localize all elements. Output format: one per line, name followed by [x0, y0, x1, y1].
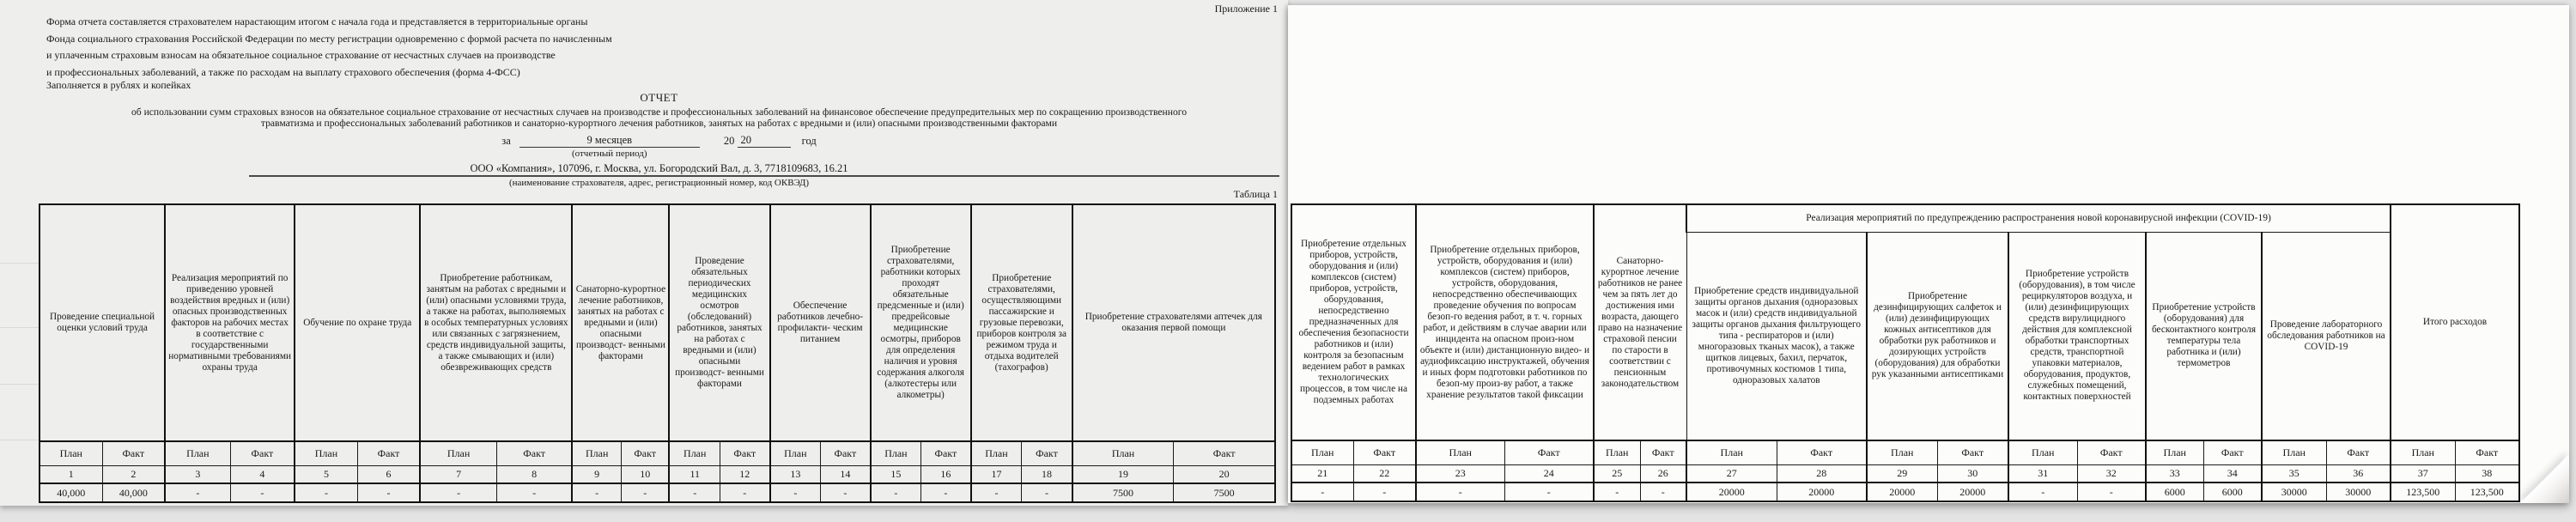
plan-fact-cell: План — [1867, 440, 1937, 465]
col-number-cell: 9 — [572, 466, 621, 484]
margin-gridline — [0, 384, 39, 385]
period-suffix: год — [801, 135, 817, 147]
page-curl — [2521, 455, 2569, 503]
col-number-cell: 25 — [1594, 465, 1640, 483]
plan-fact-cell: План — [2008, 440, 2077, 465]
covid-group-header-cell: Реализация мероприятий по предупреждению распространения новой коронавирусной инфекции (COVID-19) — [1686, 204, 2391, 232]
plan-fact-cell: План — [2391, 440, 2455, 465]
plan-fact-cell: План — [39, 441, 102, 466]
value-cell: - — [2008, 483, 2077, 501]
period-value-field — [519, 134, 700, 159]
col-number-cell: 6 — [357, 466, 420, 484]
group-header-cell: Приобретение средств индивидуальной защиты органов дыхания (одноразовых масок и (или) средств индивидуальной защиты органов дыхания фильтрующего типа - респираторов и (или) многоразовых тканых масок), а также щитков лицевых, бахил, перчаток, противочумных костюмов 1 типа, одноразовых халатов — [1686, 232, 1867, 440]
plan-fact-cell: План — [420, 441, 496, 466]
group-header-cell: Реализация мероприятий по приведению уровней воздействия вредных и (или) опасных производственных факторов на рабочих местах в соответствие с государственными нормативными требованиями охраны труда — [165, 204, 295, 441]
value-cell: 6000 — [2146, 483, 2203, 501]
col-number-cell: 21 — [1291, 465, 1353, 483]
intro-paragraph — [46, 14, 612, 81]
col-number-cell: 4 — [230, 466, 295, 484]
col-number-cell: 20 — [1174, 466, 1275, 484]
plan-fact-cell: План — [165, 441, 230, 466]
value-cell: - — [921, 483, 971, 502]
value-cell: 20000 — [1937, 483, 2008, 501]
value-cell: - — [165, 483, 230, 502]
column-number-row — [1291, 465, 2519, 483]
plan-fact-cell: Факт — [2326, 440, 2391, 465]
fill-note: Заполняется в рублях и копейках — [46, 79, 191, 91]
group-header-cell: Проведение обязательных периодических медицинских осмотров (обследований) работников, занятых на работах с вредными и (или) опасными производст- венными факторами — [669, 204, 769, 441]
period-prefix: за — [501, 135, 511, 147]
plan-fact-cell: План — [1686, 440, 1777, 465]
group-header-cell: Санаторно-курортное лечение работников, занятых на работах с вредными и (или) опасными производст- венными факторами — [572, 204, 669, 441]
group-header-cell: Приобретение отдельных приборов, устройств, оборудования и (или) комплексов (систем) приборов, устройств, оборудования, непосредственно предназначенных для обеспечения безопасности работников и (или) контроля за безопасным ведением работ в рамках технологических процессов, в том числе на подземных работах — [1291, 204, 1416, 440]
value-cell: 40,000 — [102, 483, 165, 502]
value-cell: - — [1640, 483, 1686, 501]
value-cell: - — [1594, 483, 1640, 501]
col-number-cell: 16 — [921, 466, 971, 484]
col-number-cell: 23 — [1416, 465, 1504, 483]
report-subtitle-line2: травматизма и профессиональных заболеваний работников и санаторно-курортного лечения работников, занятых на работах с вредными и (или) опасными производственными факторами — [260, 118, 1058, 129]
col-number-cell: 34 — [2203, 465, 2262, 483]
value-cell: - — [420, 483, 496, 502]
col-number-cell: 27 — [1686, 465, 1777, 483]
col-number-cell: 18 — [1022, 466, 1072, 484]
col-number-cell: 15 — [871, 466, 921, 484]
plan-fact-cell: Факт — [1022, 441, 1072, 466]
column-number-row — [39, 466, 1275, 484]
value-cell: 20000 — [1867, 483, 1937, 501]
value-cell: - — [871, 483, 921, 502]
group-header-cell: Приобретение устройств (оборудования) для бесконтактного контроля температуры тела работника и (или) термометров — [2146, 232, 2262, 440]
col-number-cell: 31 — [2008, 465, 2077, 483]
plan-fact-cell: План — [1291, 440, 1353, 465]
values-row — [1291, 483, 2519, 501]
value-cell: - — [295, 483, 357, 502]
report-subtitle-line1: об использовании сумм страховых взносов на обязательное социальное страхование от несчастных случаев на производстве и профессиональных заболеваний на финансовое обеспечение предупредительных мер по сокращению производственного — [131, 106, 1188, 118]
total-header-cell: Итого расходов — [2391, 204, 2519, 440]
value-cell: - — [1291, 483, 1353, 501]
plan-fact-cell: План — [2262, 440, 2326, 465]
col-number-cell: 22 — [1353, 465, 1416, 483]
value-cell: - — [572, 483, 621, 502]
plan-fact-cell: Факт — [1353, 440, 1416, 465]
period-caption: (отчетный период) — [571, 149, 647, 159]
col-number-cell: 14 — [821, 466, 871, 484]
value-cell: 20000 — [1777, 483, 1867, 501]
group-header-cell: Приобретение страхователями аптечек для оказания первой помощи — [1072, 204, 1275, 441]
col-number-cell: 38 — [2455, 465, 2519, 483]
group-header-cell: Санаторно-курортное лечение работников не ранее чем за пять лет до достижения ими возраста, дающего право на назначение страховой пенсии по старости в соответствии с пенсионным законодательством — [1594, 204, 1686, 440]
group-header-cell: Приобретение работникам, занятым на работах с вредными и (или) опасными условиями труда, а также на работах, выполняемых в особых температурных условиях или связанных с загрязнением, средств индивидуальной защиты, а также смывающих и (или) обезвреживающих средств — [420, 204, 572, 441]
col-number-cell: 30 — [1937, 465, 2008, 483]
plan-fact-cell: План — [572, 441, 621, 466]
group-header-cell: Обучение по охране труда — [295, 204, 420, 441]
plan-fact-cell: План — [770, 441, 821, 466]
margin-gridline — [0, 327, 39, 328]
value-cell: - — [669, 483, 720, 502]
year-printed: 20 — [723, 135, 735, 147]
values-row — [39, 483, 1275, 502]
col-number-cell: 26 — [1640, 465, 1686, 483]
plan-fact-cell: План — [1072, 441, 1174, 466]
plan-fact-row — [1291, 440, 2519, 465]
period-value: 9 месяцев — [586, 134, 633, 146]
plan-fact-cell: Факт — [230, 441, 295, 466]
col-number-cell: 28 — [1777, 465, 1867, 483]
value-cell: 7500 — [1072, 483, 1174, 502]
intro-line: и профессиональных заболеваний, а также по расходам на выплату страхового обеспечения (форма 4-ФСС) — [46, 65, 520, 78]
col-number-cell: 33 — [2146, 465, 2203, 483]
plan-fact-cell: Факт — [102, 441, 165, 466]
plan-fact-cell: План — [669, 441, 720, 466]
company-caption: (наименование страхователя, адрес, регистрационный номер, код ОКВЭД) — [508, 178, 810, 188]
company-line: ООО «Компания», 107096, г. Москва, ул. Богородский Вал, д. 3, 7718109683, 16.21 — [470, 162, 848, 174]
plan-fact-cell: Факт — [921, 441, 971, 466]
col-number-cell: 8 — [496, 466, 572, 484]
col-number-cell: 19 — [1072, 466, 1174, 484]
col-number-cell: 35 — [2262, 465, 2326, 483]
value-cell: 7500 — [1174, 483, 1275, 502]
value-cell: 30000 — [2326, 483, 2391, 501]
plan-fact-cell: План — [1594, 440, 1640, 465]
plan-fact-cell: Факт — [1777, 440, 1867, 465]
col-number-cell: 1 — [39, 466, 102, 484]
header-row — [1291, 204, 2519, 232]
header-row — [39, 204, 1275, 441]
value-cell: - — [357, 483, 420, 502]
value-cell: 20000 — [1686, 483, 1777, 501]
value-cell: - — [230, 483, 295, 502]
col-number-cell: 13 — [770, 466, 821, 484]
appendix-label: Приложение 1 — [1214, 3, 1278, 15]
period-line — [39, 134, 1279, 159]
plan-fact-cell: Факт — [621, 441, 669, 466]
col-number-cell: 10 — [621, 466, 669, 484]
intro-line: Фонда социального страхования Российской Федерации по месту регистрации одновременно с формой расчета по начисленным — [46, 32, 612, 45]
value-cell: - — [496, 483, 572, 502]
col-number-cell: 3 — [165, 466, 230, 484]
table-label: Таблица 1 — [1233, 188, 1278, 200]
value-cell: - — [1353, 483, 1416, 501]
value-cell: - — [770, 483, 821, 502]
value-cell: 30000 — [2262, 483, 2326, 501]
col-number-cell: 17 — [971, 466, 1022, 484]
year-value-field — [738, 134, 791, 148]
col-number-cell: 29 — [1867, 465, 1937, 483]
expenses-table-part1 — [39, 203, 1276, 503]
form-page-1 — [0, 0, 1288, 506]
intro-line: Форма отчета составляется страхователем нарастающим итогом с начала года и представляется в территориальные органы — [46, 15, 588, 27]
value-cell: - — [2077, 483, 2146, 501]
col-number-cell: 32 — [2077, 465, 2146, 483]
ruled-line — [249, 175, 1279, 177]
group-header-cell: Проведение лабораторного обследования работников на COVID-19 — [2262, 232, 2391, 440]
plan-fact-cell: Факт — [2077, 440, 2146, 465]
form-page-2 — [1288, 5, 2569, 503]
expenses-table-part2 — [1291, 203, 2520, 502]
value-cell: 123,500 — [2391, 483, 2455, 501]
group-header-cell: Приобретение страхователями, осуществляющими пассажирские и грузовые перевозки, приборов контроля за режимом труда и отдыха водителей (тахографов) — [971, 204, 1072, 441]
plan-fact-cell: Факт — [1937, 440, 2008, 465]
col-number-cell: 24 — [1504, 465, 1594, 483]
value-cell: - — [971, 483, 1022, 502]
plan-fact-cell: Факт — [1174, 441, 1275, 466]
margin-gridline — [0, 263, 39, 264]
value-cell: - — [821, 483, 871, 502]
plan-fact-cell: План — [295, 441, 357, 466]
value-cell: - — [1416, 483, 1504, 501]
plan-fact-cell: План — [971, 441, 1022, 466]
plan-fact-cell: Факт — [821, 441, 871, 466]
plan-fact-cell: Факт — [2455, 440, 2519, 465]
group-header-cell: Приобретение устройств (оборудования), в том числе рециркуляторов воздуха, и (или) дезинфицирующих средств вирулицидного действия для комплексной обработки транспортных средств, транспортной упаковки материалов, оборудования, продуктов, служебных помещений, контактных поверхностей — [2008, 232, 2146, 440]
plan-fact-cell: Факт — [720, 441, 770, 466]
plan-fact-cell: План — [1416, 440, 1504, 465]
plan-fact-cell: План — [2146, 440, 2203, 465]
group-header-cell: Приобретение отдельных приборов, устройств, оборудования и (или) комплексов (систем) приборов, устройств, оборудования, непосредственно обеспечивающих проведение обучения по вопросам безоп-го ведения работ, в т. ч. горных работ, и действиям в случае аварии или инцидента на опасном произ-ном объекте и (или) дистанционную видео- и аудиофиксацию инструктажей, обучения и иных форм подготовки работников по безоп-му произ-ву работ, а также хранение результатов такой фиксации — [1416, 204, 1594, 440]
plan-fact-cell: Факт — [496, 441, 572, 466]
value-cell: - — [621, 483, 669, 502]
col-number-cell: 12 — [720, 466, 770, 484]
value-cell: 123,500 — [2455, 483, 2519, 501]
plan-fact-cell: Факт — [1504, 440, 1594, 465]
col-number-cell: 2 — [102, 466, 165, 484]
col-number-cell: 37 — [2391, 465, 2455, 483]
value-cell: 6000 — [2203, 483, 2262, 501]
report-title: ОТЧЕТ — [640, 91, 678, 104]
group-header-cell: Обеспечение работников лечебно-профилакти- ческим питанием — [770, 204, 871, 441]
value-cell: - — [1022, 483, 1072, 502]
col-number-cell: 36 — [2326, 465, 2391, 483]
plan-fact-row — [39, 441, 1275, 466]
plan-fact-cell: Факт — [2203, 440, 2262, 465]
value-cell: - — [1504, 483, 1594, 501]
plan-fact-cell: Факт — [1640, 440, 1686, 465]
plan-fact-cell: Факт — [357, 441, 420, 466]
group-header-cell: Приобретение дезинфицирующих салфеток и (или) дезинфицирующих кожных антисептиков для обработки рук работников и дозирующих устройств (оборудования) для обработки рук указанными антисептиками — [1867, 232, 2008, 440]
value-cell: 40,000 — [39, 483, 102, 502]
value-cell: - — [720, 483, 770, 502]
year-value: 20 — [740, 134, 752, 146]
plan-fact-cell: План — [871, 441, 921, 466]
col-number-cell: 7 — [420, 466, 496, 484]
group-header-cell: Проведение специальной оценки условий труда — [39, 204, 165, 441]
group-header-cell: Приобретение страхователями, работники которых проходят обязательные предсменные и (или) предрейсовые медицинские осмотры, приборов для определения наличия и уровня содержания алкоголя (алкотестеры или алкометры) — [871, 204, 971, 441]
col-number-cell: 11 — [669, 466, 720, 484]
intro-line: и уплаченным страховым взносам на обязательное социальное страхование от несчастных случаев на производстве — [46, 49, 556, 61]
col-number-cell: 5 — [295, 466, 357, 484]
